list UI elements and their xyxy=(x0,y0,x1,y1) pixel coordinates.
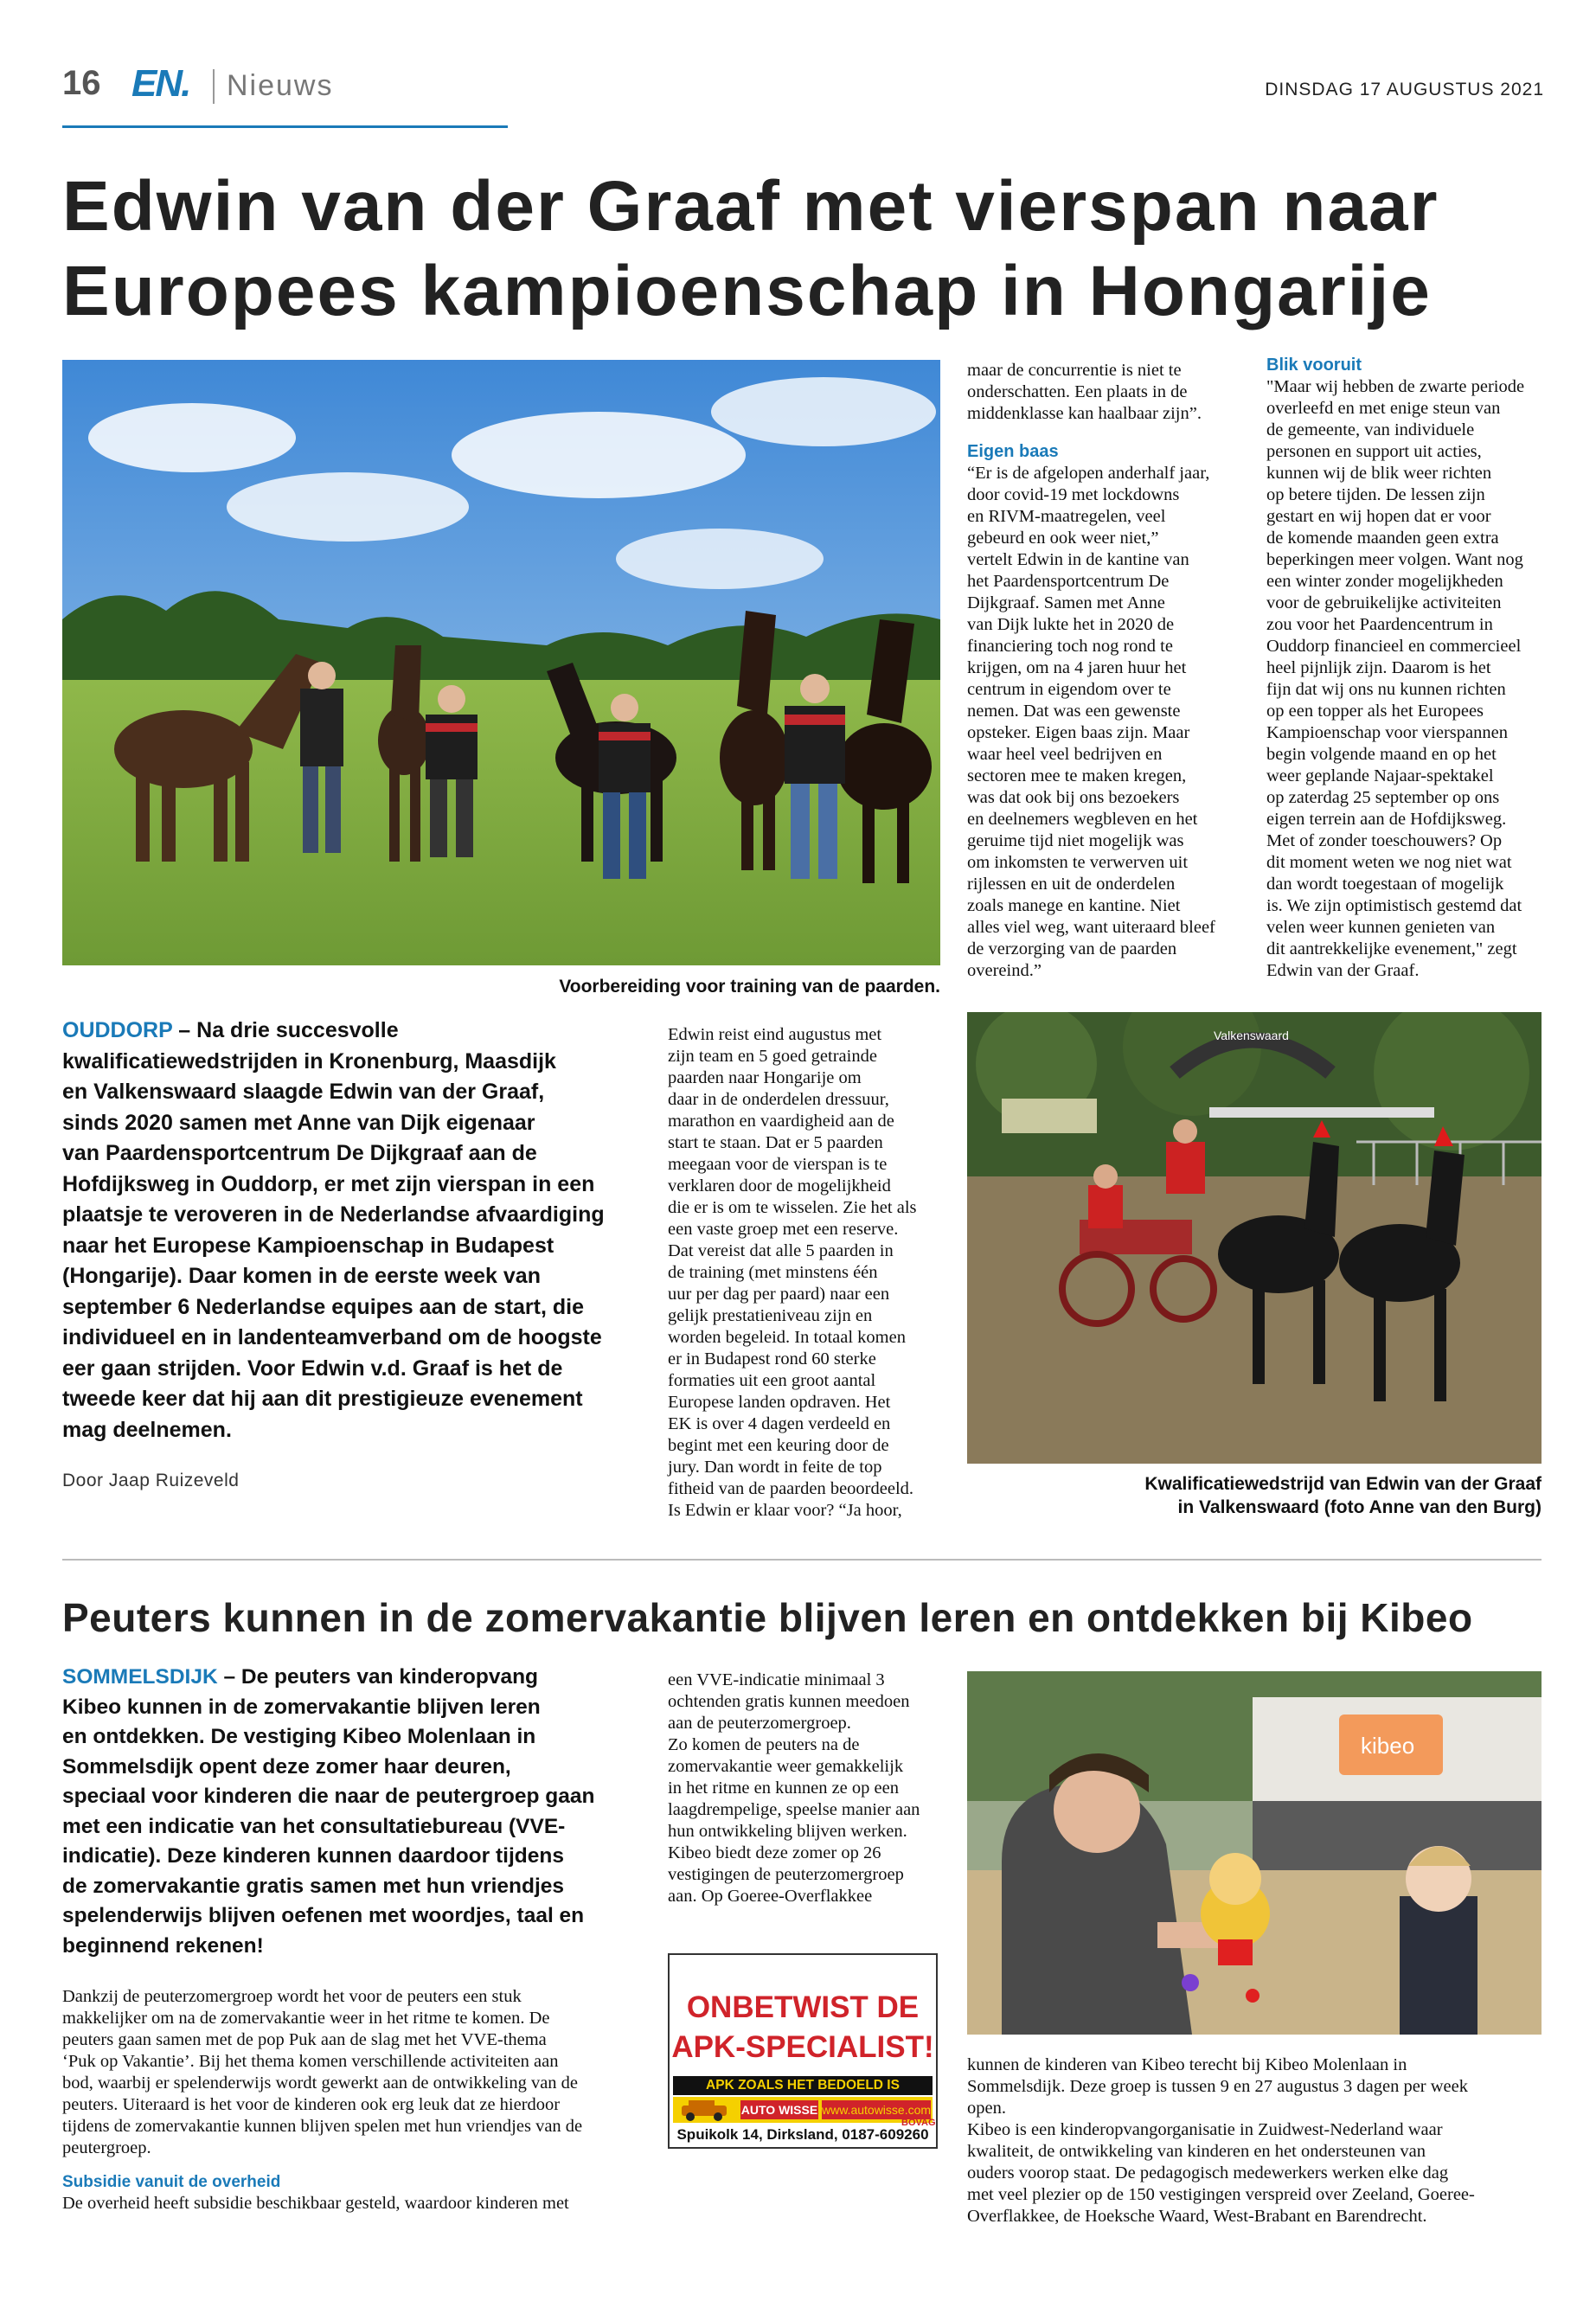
carriage-photo xyxy=(967,1012,1542,1464)
kibeo-sign: kibeo xyxy=(1361,1733,1415,1759)
headline-line: Europees kampioenschap in Hongarije xyxy=(62,252,1432,330)
subheading: Subsidie vanuit de overheid xyxy=(62,2173,281,2191)
body-line: velen weer kunnen genieten van xyxy=(1266,918,1496,937)
lead-line: de zomervakantie gratis samen met hun vriendjes xyxy=(62,1874,565,1898)
body-line: Dankzij de peuterzomergroep wordt het voor de peuters een stuk xyxy=(62,1987,522,2006)
body-line: ochtenden gratis kunnen meedoen xyxy=(668,1692,910,1711)
ad-slogan: APK ZOALS HET BEDOELD IS xyxy=(673,2076,933,2095)
subheading: Eigen baas xyxy=(967,442,1059,461)
body-line: middenklasse kan haalbaar zijn”. xyxy=(967,404,1202,423)
apk-advertisement[interactable] xyxy=(668,1953,938,2149)
lead-line: tweede keer dat hij aan dit prestigieuze evenement xyxy=(62,1387,583,1411)
body-line: de komende maanden geen extra xyxy=(1266,529,1499,548)
body-line: overeind.” xyxy=(967,961,1042,980)
dateline: SOMMELSDIJK xyxy=(62,1665,218,1689)
body-line: "Maar wij hebben de zwarte periode xyxy=(1266,377,1525,396)
ad-address: Spuikolk 14, Dirksland, 0187-609260 xyxy=(676,2126,929,2143)
body-line: centrum in eigendom over te xyxy=(967,680,1171,699)
body-line: en deelnemers wegbleven en het xyxy=(967,810,1198,829)
byline: Door Jaap Ruizeveld xyxy=(62,1471,240,1490)
lead-line: Kibeo kunnen in de zomervakantie blijven leren xyxy=(62,1695,541,1719)
body-line: zijn team en 5 goed getrainde xyxy=(668,1047,877,1066)
body-line: de gemeente, van individuele xyxy=(1266,420,1475,439)
caption-line: Kwalificatiewedstrijd van Edwin van der Graaf xyxy=(1144,1474,1542,1494)
body-line: zou voor het Paardencentrum in xyxy=(1266,615,1493,634)
body-line: fitheid van de paarden beoordeeld. xyxy=(668,1479,914,1498)
body-line: aan de peuterzomergroep. xyxy=(668,1714,851,1733)
body-line: peutergroep. xyxy=(62,2138,151,2157)
lead-line: september 6 Nederlandse equipes aan de start, die xyxy=(62,1294,585,1319)
body-line: er in Budapest rond 60 sterke xyxy=(668,1349,876,1368)
body-line: Edwin van der Graaf. xyxy=(1266,961,1420,980)
newspaper-logo: EN. xyxy=(131,62,190,105)
horses-illustration xyxy=(62,360,940,965)
article-headline: Peuters kunnen in de zomervakantie blijven leren en ontdekken bij Kibeo xyxy=(62,1595,1473,1640)
body-line: aan. Op Goeree-Overflakkee xyxy=(668,1887,873,1906)
body-line: laagdrempelige, speelse manier aan xyxy=(668,1800,920,1819)
body-line: bod, waarbij er spelenderwijs wordt gewerkt aan de ontwikkeling van de xyxy=(62,2073,579,2093)
body-line: personen en support uit acties, xyxy=(1266,442,1482,461)
body-line: opsteker. Eigen baas zijn. Maar xyxy=(967,723,1190,742)
body-line: een vaste groep met een reserve. xyxy=(668,1220,899,1239)
ad-url[interactable]: www.autowisse.com xyxy=(822,2100,931,2119)
body-line: Zo komen de peuters na de xyxy=(668,1735,860,1754)
photo-caption xyxy=(967,1472,1542,1519)
body-line: hun ontwikkeling blijven werken. xyxy=(668,1822,907,1841)
article-column xyxy=(1266,355,1543,982)
lead-line: (Hongarije). Daar komen in de eerste week van xyxy=(62,1264,541,1288)
body-line: Europese landen opdraven. Het xyxy=(668,1393,891,1412)
body-line: weer geplande Najaar-spektakel xyxy=(1266,766,1494,785)
body-line: van Dijk lukte het in 2020 de xyxy=(967,615,1175,634)
body-line: op zaterdag 25 september op ons xyxy=(1266,788,1500,807)
body-line: kunnen wij de blik weer richten xyxy=(1266,464,1492,483)
body-line: ‘Puk op Vakantie’. Bij het thema komen verschillende activiteiten aan xyxy=(62,2052,559,2071)
body-line: start te staan. Dat er 5 paarden xyxy=(668,1133,883,1152)
article-lead xyxy=(62,1016,633,1445)
header-divider xyxy=(213,69,215,104)
body-line: op betere tijden. De lessen zijn xyxy=(1266,485,1485,504)
body-line: makkelijker om na de zomervakantie weer in het ritme te komen. De xyxy=(62,2009,550,2028)
body-line: rijlessen en uit de onderdelen xyxy=(967,875,1176,894)
body-line: de verzorging van de paarden xyxy=(967,939,1177,958)
body-line: financiering toch nog rond te xyxy=(967,637,1173,656)
kibeo-photo xyxy=(967,1671,1542,2035)
body-line: nemen. Dat was een gewenste xyxy=(967,702,1181,721)
ad-title-line: APK-SPECIALIST! xyxy=(671,2030,934,2064)
body-line: is. We zijn optimistisch gestemd dat xyxy=(1266,896,1522,915)
body-line: “Er is de afgelopen anderhalf jaar, xyxy=(967,464,1210,483)
body-line: Kibeo is een kinderopvangorganisatie in Zuidwest-Nederland waar xyxy=(967,2120,1443,2139)
body-line: waar heel veel bedrijven en xyxy=(967,745,1163,764)
body-line: eigen terrein aan de Hofdijksweg. xyxy=(1266,810,1507,829)
body-line: peuters gaan samen met de pop Puk aan de slag met het VVE-thema xyxy=(62,2030,547,2049)
body-line: formaties uit een groot aantal xyxy=(668,1371,876,1390)
body-line: Overflakkee, de Hoeksche Waard, West-Brabant en Barendrecht. xyxy=(967,2207,1427,2226)
body-line: heel pijnlijk zijn. Daarom is het xyxy=(1266,658,1491,677)
body-line: met veel plezier op de 150 vestigingen verspreid over Zeeland, Goeree- xyxy=(967,2185,1475,2204)
lead-line: eer gaan strijden. Voor Edwin v.d. Graaf is het de xyxy=(62,1356,563,1381)
ad-title-line: ONBETWIST DE xyxy=(686,1990,920,2024)
lead-line: Sommelsdijk opent deze zomer haar deuren, xyxy=(62,1754,511,1779)
body-line: een winter zonder mogelijkheden xyxy=(1266,572,1503,591)
article-headline xyxy=(62,164,1533,334)
body-line: peuters. Uiteraard is het voor de kinderen ook erg leuk dat ze hierdoor xyxy=(62,2095,561,2114)
body-line: Dijkgraaf. Samen met Anne xyxy=(967,593,1165,612)
lead-line: sinds 2020 samen met Anne van Dijk eigenaar xyxy=(62,1110,535,1135)
lead-line: Hofdijksweg in Ouddorp, er met zijn vierspan in een xyxy=(62,1171,595,1196)
body-line: Kampioenschap voor vierspannen xyxy=(1266,723,1508,742)
lead-line: spelenderwijs blijven oefenen met woordjes, taal en xyxy=(62,1904,585,1927)
body-line: sectoren mee te maken kregen, xyxy=(967,766,1187,785)
body-line: begint met een keuring door de xyxy=(668,1436,889,1455)
lead-line: en ontdekken. De vestiging Kibeo Molenlaan in xyxy=(62,1725,536,1748)
body-line: dit moment weten we nog niet wat xyxy=(1266,853,1512,872)
body-line: tijdens de zomervakantie kunnen blijven spelen met hun vriendjes van de xyxy=(62,2117,583,2136)
kibeo-illustration xyxy=(967,1671,1542,2035)
body-line: kwaliteit, de ontwikkeling van kinderen en het ondersteunen van xyxy=(967,2142,1426,2161)
body-line: meegaan voor de vierspan is te xyxy=(668,1155,888,1174)
lead-line: beginnend rekenen! xyxy=(62,1933,264,1958)
body-line: op een topper als het Europees xyxy=(1266,702,1484,721)
arch-sign: Valkenswaard xyxy=(1214,1029,1289,1042)
lead-line: plaatsje te veroveren in de Nederlandse afvaardiging xyxy=(62,1202,605,1227)
header-rule xyxy=(62,125,508,128)
page-number: 16 xyxy=(62,64,101,102)
article-divider xyxy=(62,1559,1542,1561)
body-line: Met of zonder toeschouwers? Op xyxy=(1266,831,1503,850)
car-icon xyxy=(676,2099,737,2121)
horses-photo xyxy=(62,360,940,965)
body-line: paarden naar Hongarije om xyxy=(668,1068,862,1087)
body-line: een VVE-indicatie minimaal 3 xyxy=(668,1670,885,1689)
caption-line: in Valkenswaard (foto Anne van den Burg) xyxy=(1177,1497,1542,1517)
body-line: ouders voorop staat. De pedagogisch medewerkers werken elke dag xyxy=(967,2163,1449,2182)
lead-line: naar het Europese Kampioenschap in Budapest xyxy=(62,1233,554,1258)
ad-title xyxy=(670,1988,936,2067)
body-line: worden begeleid. In totaal komen xyxy=(668,1328,906,1347)
lead-line: individueel en in landenteamverband om de hoogste xyxy=(62,1325,602,1349)
body-line: kunnen de kinderen van Kibeo terecht bij Kibeo Molenlaan in xyxy=(967,2055,1407,2074)
body-line: EK is over 4 dagen verdeeld en xyxy=(668,1414,891,1433)
article-body xyxy=(62,1986,642,2214)
bovag-badge: BOVAG xyxy=(901,2118,936,2128)
body-line: alles viel weg, want uiteraard bleef xyxy=(967,918,1215,937)
subheading: Blik vooruit xyxy=(1266,356,1362,375)
body-line: en RIVM-maatregelen, veel xyxy=(967,507,1166,526)
body-line: zoals manege en kantine. Niet xyxy=(967,896,1181,915)
body-line: fijn dat wij ons nu kunnen richten xyxy=(1266,680,1506,699)
body-line: beperkingen meer volgen. Want nog xyxy=(1266,550,1523,569)
body-line: vertelt Edwin in de kantine van xyxy=(967,550,1189,569)
body-line: daar in de onderdelen dressuur, xyxy=(668,1090,889,1109)
lead-line: mag deelnemen. xyxy=(62,1417,232,1442)
body-line: zomervakantie weer gemakkelijk xyxy=(668,1757,904,1776)
dateline: OUDDORP xyxy=(62,1018,173,1042)
body-line: maar de concurrentie is niet te xyxy=(967,361,1182,380)
body-line: in het ritme en kunnen ze op een xyxy=(668,1779,899,1798)
lead-line: met een indicatie van het consultatiebureau (VVE- xyxy=(62,1814,566,1838)
body-line: voor de gebruikelijke activiteiten xyxy=(1266,593,1502,612)
lead-line: kwalificatiewedstrijden in Kronenburg, Maasdijk xyxy=(62,1048,556,1074)
body-line: Dat vereist dat alle 5 paarden in xyxy=(668,1241,894,1260)
body-line: dit aantrekkelijke evenement," zegt xyxy=(1266,939,1517,958)
section-name: Nieuws xyxy=(227,69,334,102)
lead-line: – De peuters van kinderopvang xyxy=(217,1665,539,1689)
lead-line: indicatie). Deze kinderen kunnen daardoor tijdens xyxy=(62,1844,564,1868)
body-line: het Paardensportcentrum De xyxy=(967,572,1170,591)
body-line: Sommelsdijk. Deze groep is tussen 9 en 27 augustus 3 dagen per week xyxy=(967,2077,1469,2096)
ad-brand: AUTO WISSE xyxy=(740,2100,818,2119)
photo-caption: Voorbereiding voor training van de paarden. xyxy=(559,977,940,997)
article-lead xyxy=(62,1663,633,1961)
body-line: geruime tijd niet mogelijk was xyxy=(967,831,1184,850)
lead-line: en Valkenswaard slaagde Edwin van der Graaf, xyxy=(62,1080,545,1104)
headline-line: Edwin van der Graaf met vierspan naar xyxy=(62,167,1439,246)
body-line: overleefd en met enige steun van xyxy=(1266,399,1501,418)
article-column xyxy=(668,1670,943,1907)
body-line: was dat ook bij ons bezoekers xyxy=(967,788,1180,807)
body-line: jury. Dan wordt in feite de top xyxy=(668,1458,882,1477)
body-line: begin volgende maand en op het xyxy=(1266,745,1497,764)
issue-date: DINSDAG 17 AUGUSTUS 2021 xyxy=(1265,80,1544,99)
body-line: Kibeo biedt deze zomer op 26 xyxy=(668,1843,881,1862)
body-line: die er is om te wisselen. Zie het als xyxy=(668,1198,917,1217)
body-line: gebeurd en ook weer niet,” xyxy=(967,529,1159,548)
body-line: gelijk prestatieniveau zijn en xyxy=(668,1306,873,1325)
lead-line: speciaal voor kinderen die naar de peutergroep gaan xyxy=(62,1785,595,1808)
body-line: verklaren door de mogelijkheid xyxy=(668,1176,891,1195)
body-line: Ouddorp financieel en commercieel xyxy=(1266,637,1522,656)
article-column xyxy=(668,1024,943,1522)
body-line: Is Edwin er klaar voor? “Ja hoor, xyxy=(668,1501,902,1520)
body-line: uur per dag per paard) naar een xyxy=(668,1285,890,1304)
body-line: de training (met minstens één xyxy=(668,1263,878,1282)
body-line: onderschatten. Een plaats in de xyxy=(967,382,1188,401)
article-column xyxy=(967,2054,1542,2227)
body-line: Edwin reist eind augustus met xyxy=(668,1025,882,1044)
body-line: om inkomsten te verwerven uit xyxy=(967,853,1189,872)
body-line: vestigingen de peuterzomergroep xyxy=(668,1865,904,1884)
lead-line: – Na drie succesvolle xyxy=(172,1018,399,1042)
body-line: door covid-19 met lockdowns xyxy=(967,485,1180,504)
body-line: gestart en wij hopen dat er voor xyxy=(1266,507,1491,526)
carriage-illustration xyxy=(967,1012,1542,1464)
article-column xyxy=(967,360,1244,982)
body-line: open. xyxy=(967,2099,1006,2118)
body-line: marathon en vaardigheid aan de xyxy=(668,1112,894,1131)
body-line: De overheid heeft subsidie beschikbaar gesteld, waardoor kinderen met xyxy=(62,2194,569,2213)
body-line: krijgen, om na 4 jaren huur het xyxy=(967,658,1187,677)
lead-line: van Paardensportcentrum De Dijkgraaf aan de xyxy=(62,1141,537,1165)
body-line: dan wordt toegestaan of mogelijk xyxy=(1266,875,1504,894)
